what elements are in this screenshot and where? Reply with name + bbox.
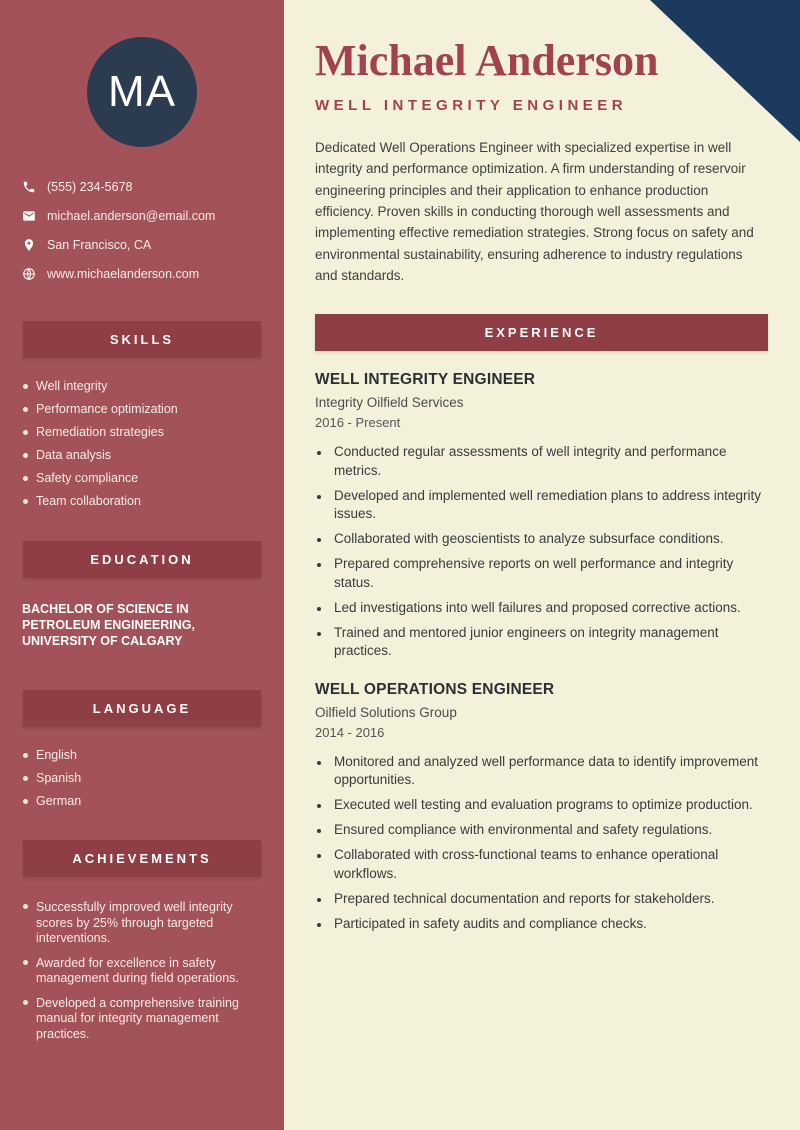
skill-item [20,472,268,485]
job-bullet [331,846,768,883]
sidebar [0,0,284,1130]
skill-item-label: Team collaboration [36,494,141,508]
job-bullet-text: Developed and implemented well remediation plans to address integrity issues. [334,487,761,522]
skill-item-label: Well integrity [36,379,108,393]
achievements-list [0,900,284,1042]
job-bullet [331,530,768,549]
avatar [87,37,197,147]
skill-item-label: Performance optimization [36,402,178,416]
job-bullet-text: Executed well testing and evaluation programs to optimize production. [334,797,753,813]
job-bullet-text: Prepared technical documentation and reports for stakeholders. [334,890,715,906]
job-bullet [331,796,768,815]
job-bullet [331,890,768,909]
skills-list [0,380,284,508]
skill-item [20,380,268,393]
language-item [20,795,268,808]
language-list [0,749,284,808]
email-icon [22,209,36,223]
job-bullet-text: Trained and mentored junior engineers on integrity management practices. [334,624,719,659]
achievement-item-text: Awarded for excellence in safety management during field operations. [36,955,239,985]
job-bullet [331,555,768,592]
skill-item [20,449,268,462]
language-item-label: German [36,794,82,808]
job-bullet [331,443,768,480]
job-bullet-text: Collaborated with cross-functional teams to enhance operational workflows. [334,847,719,881]
contact-website-text[interactable]: www.michaelanderson.com [47,267,200,281]
contact-location-text: San Francisco, CA [47,238,152,252]
achievement-item [20,996,268,1043]
skill-item [20,495,268,508]
skill-item-label: Remediation strategies [36,425,164,439]
job-title: WELL INTEGRITY ENGINEER [315,371,536,389]
main-column [284,0,800,1130]
achievement-item [20,956,268,987]
language-item [20,749,268,762]
phone-icon [22,180,36,194]
job-bullet-text: Collaborated with geoscientists to analyze subsurface conditions. [334,531,724,547]
person-job-title: WELL INTEGRITY ENGINEER [315,97,628,115]
job-bullet [331,915,768,934]
language-item-label: Spanish [36,771,82,785]
contact-location [22,238,268,252]
job-bullet-text: Monitored and analyzed well performance data to identify improvement opportunities. [334,753,758,788]
location-icon [22,238,36,252]
job-company: Oilfield Solutions Group [315,704,457,720]
achievement-item-text: Developed a comprehensive training manual for integrity management practices. [36,995,239,1041]
job-entry [315,681,768,934]
experience-jobs [315,371,768,933]
contact-email-text[interactable]: michael.anderson@email.com [47,209,216,223]
contact-email [22,209,268,223]
job-title: WELL OPERATIONS ENGINEER [315,680,555,698]
language-section-heading: LANGUAGE [23,690,261,727]
contact-website [22,267,268,281]
job-bullet-list [315,443,768,661]
job-bullet-text: Prepared comprehensive reports on well performance and integrity status. [334,556,734,590]
profile-summary: Dedicated Well Operations Engineer with specialized expertise in well integrity and performance optimization. A firm understanding of reservoir engineering principles and their application to enhance production efficiency. Proven skills in conducting thorough well assessments and implementing effective remediation strategies. Strong focus on safety and environmental sustainability, ensuring adherence to industry regulations and standards. [315,140,754,283]
contact-list [0,180,284,281]
job-bullet [331,624,768,661]
skill-item [20,403,268,416]
person-name: Michael Anderson [315,36,659,85]
contact-phone [22,180,268,194]
avatar-initials: MA [108,67,176,116]
achievements-section-heading: ACHIEVEMENTS [23,840,261,877]
skill-item [20,426,268,439]
job-entry [315,371,768,661]
skill-item-label: Data analysis [36,448,112,462]
globe-icon [22,267,36,281]
job-dates: 2014 - 2016 [315,724,385,740]
job-bullet-text: Conducted regular assessments of well integrity and performance metrics. [334,444,727,478]
experience-section-heading: EXPERIENCE [315,314,768,351]
achievement-item-text: Successfully improved well integrity scores by 25% through targeted interventions. [36,900,233,945]
job-bullet-text: Led investigations into well failures and proposed corrective actions. [334,599,741,615]
job-bullet-list [315,753,768,934]
job-bullet [331,753,768,790]
job-company: Integrity Oilfield Services [315,395,464,411]
skills-section-heading: SKILLS [23,321,261,358]
skill-item-label: Safety compliance [36,471,139,485]
job-bullet [331,821,768,840]
job-bullet [331,487,768,524]
education-section-heading: EDUCATION [23,541,261,578]
language-item-label: English [36,748,77,762]
contact-phone-text: (555) 234-5678 [47,180,133,194]
job-bullet [331,599,768,618]
job-bullet-text: Ensured compliance with environmental and safety regulations. [334,822,713,838]
education-degree: BACHELOR OF SCIENCE IN PETROLEUM ENGINEERING, UNIVERSITY OF CALGARY [22,602,195,648]
job-bullet-text: Participated in safety audits and compliance checks. [334,915,647,931]
language-item [20,772,268,785]
achievement-item [20,900,268,947]
job-dates: 2016 - Present [315,415,401,431]
